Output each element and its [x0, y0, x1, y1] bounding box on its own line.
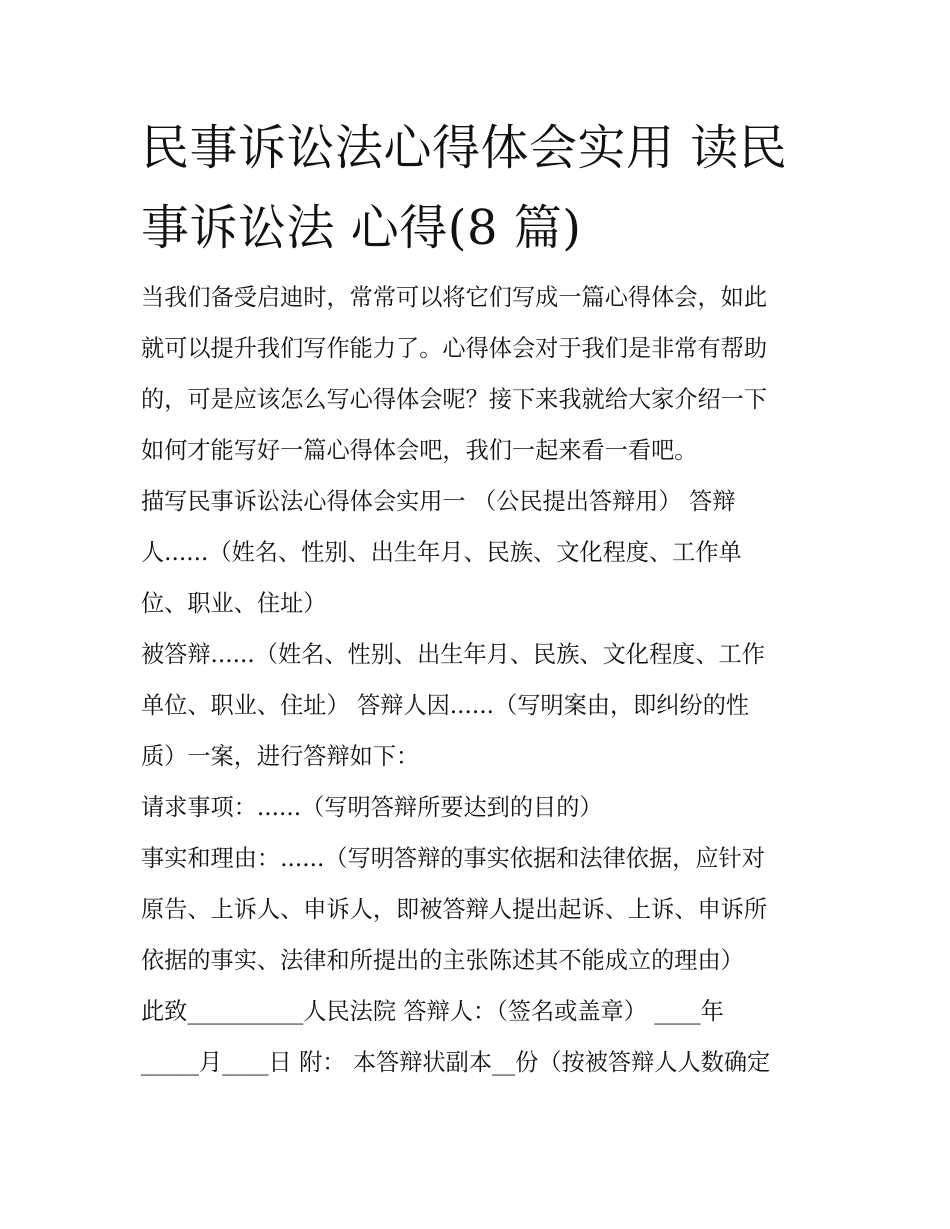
text-line: 依据的事实、法律和所提出的主张陈述其不能成立的理由） [141, 947, 744, 974]
text-line: 就可以提升我们写作能力了。心得体会对于我们是非常有帮助 [141, 335, 768, 362]
title-line: 民事诉讼法心得体会实用 读民 [141, 120, 788, 176]
title-line: 事诉讼法 心得(8 篇) [141, 200, 582, 256]
closing-paragraph [141, 986, 813, 1088]
request-paragraph [141, 782, 813, 833]
text-line: 描写民事诉讼法心得体会实用一 （公民提出答辩用） 答辩 [141, 488, 736, 515]
respondent-paragraph [141, 476, 813, 629]
text-line: 人......（姓名、性别、出生年月、民族、文化程度、工作单 [141, 539, 742, 566]
text-line: 位、职业、住址） [141, 590, 327, 617]
text-line: 被答辩......（姓名、性别、出生年月、民族、文化程度、工作 [141, 641, 765, 668]
facts-paragraph [141, 833, 813, 986]
intro-paragraph [141, 272, 813, 476]
text-line: 质）一案，进行答辩如下： [141, 743, 420, 770]
text-line: 此致__________人民法院 答辩人：（签名或盖章） ____年 [141, 998, 724, 1025]
text-line: 当我们备受启迪时，常常可以将它们写成一篇心得体会，如此 [141, 284, 768, 311]
defendant-paragraph [141, 629, 813, 782]
text-line: 事实和理由：......（写明答辩的事实依据和法律依据，应针对 [141, 845, 765, 872]
text-line: 的，可是应该怎么写心得体会呢？接下来我就给大家介绍一下 [141, 386, 768, 413]
document-page [141, 108, 813, 1088]
text-line: 如何才能写好一篇心得体会吧，我们一起来看一看吧。 [141, 437, 698, 464]
text-line: 单位、职业、住址） 答辩人因......（写明案由，即纠纷的性 [141, 692, 750, 719]
text-line: 请求事项：......（写明答辩所要达到的目的） [141, 794, 603, 821]
document-title [141, 108, 813, 268]
text-line: _____月____日 附： 本答辩状副本__份（按被答辩人人数确定 [141, 1049, 771, 1076]
text-line: 原告、上诉人、申诉人，即被答辩人提出起诉、上诉、申诉所 [141, 896, 768, 923]
